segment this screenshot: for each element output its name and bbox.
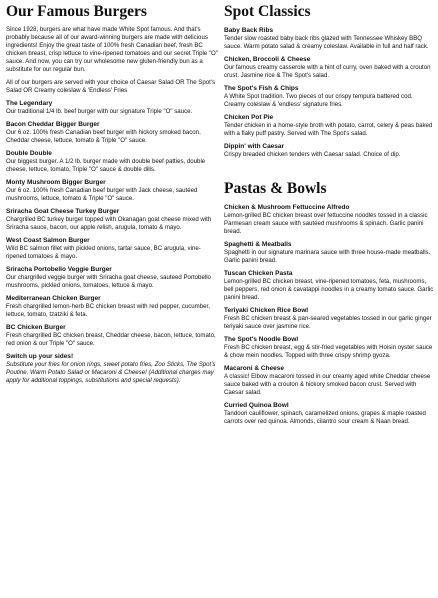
- menu-item-double-double: [6, 149, 218, 174]
- item-name: Chicken, Broccoli & Cheese: [224, 55, 311, 63]
- item-name: Mediterranean Chicken Burger: [6, 294, 101, 302]
- item-description: Our traditional 1/4 lb. beef burger with our signature Triple "O" sauce.: [6, 107, 193, 115]
- section-spacer: [224, 163, 434, 177]
- item-name: Sriracha Goat Cheese Turkey Burger: [6, 207, 120, 215]
- menu-item-fettuccine-alfredo: [224, 203, 434, 236]
- item-name: The Spot's Fish & Chips: [224, 84, 299, 92]
- sides-note-description: Substitute your fries for onion rings, sweet potato fries, Zoo Sticks, The Spot's Poutine, Warm Potato Salad or Macaroni & Cheese! (Additional charges may apply for additional toppings, substitutions and special requests).: [6, 360, 216, 384]
- item-description: Our biggest burger. A 1/2 lb. burger made with double beef patties, double cheese, lettuce, tomato, Triple "O" sauce & double dills.: [6, 157, 206, 173]
- sides-note-title: Switch up your sides!: [6, 352, 74, 360]
- item-description: Our chargrilled veggie burger with Sriracha goat cheese, sauteed Portobello mushrooms, pickled onions, tomatoes, lettuce & mayo.: [6, 273, 211, 289]
- item-name: Monty Mushroom Bigger Burger: [6, 178, 106, 186]
- item-name: Chicken & Mushroom Fettuccine Alfredo: [224, 203, 350, 211]
- item-name: Chicken Pot Pie: [224, 113, 274, 121]
- menu-item-portobello-veggie: [6, 265, 218, 290]
- item-description: Lemon-grilled BC chicken breast, vine-ripened tomatoes, feta, mushrooms, bell peppers, red onion & cavatappi noodles in a creamy tomato sauce. Garlic panini bread.: [224, 277, 434, 302]
- item-name: Spaghetti & Meatballs: [224, 240, 292, 248]
- item-description: Our 6 oz. 100% fresh Canadian beef burger with Jack cheese, sautéed mushrooms, lettuce, tomato & Triple "O" sauce.: [6, 186, 198, 202]
- menu-item-quinoa-bowl: [224, 401, 434, 426]
- item-description: Tender slow roasted baby back ribs glazed with Tennessee Whiskey BBQ sauce. Warm potato salad & creamy coleslaw. Available in full and half rack.: [224, 35, 429, 51]
- item-description: Tender chicken in a home-style broth with potato, carrot, celery & peas baked with a flaky puff pastry. Served with The Spot's salad.: [224, 121, 433, 138]
- item-description: Spaghetti in our signature marinara sauce with three house-made meatballs. Garlic panini bread.: [224, 248, 431, 264]
- menu-item-spaghetti-meatballs: [224, 240, 434, 265]
- item-description: Chargrilled BC turkey burger topped with Okanagan goat cheese mixed with Sriracha sauce, bacon, our apple relish, arugula, tomato & mayo.: [6, 215, 212, 231]
- item-name: Sriracha Portobello Veggie Burger: [6, 265, 112, 273]
- item-description: Fresh BC chicken breast & pan-seared vegetables tossed in our garlic ginger teriyaki sauce over jasmine rice.: [224, 314, 432, 331]
- menu-item-sriracha-turkey: [6, 207, 218, 232]
- item-name: Bacon Cheddar Bigger Burger: [6, 120, 100, 128]
- item-name: Baby Back Ribs: [224, 27, 274, 34]
- item-name: Curried Quinoa Bowl: [224, 402, 289, 410]
- menu-item-baby-back-ribs: [224, 26, 434, 51]
- item-name: The Spot's Noodle Bowl: [224, 335, 299, 343]
- menu-item-noodle-bowl: [224, 335, 434, 360]
- item-name: BC Chicken Burger: [6, 323, 66, 331]
- menu-item-bacon-cheddar: [6, 120, 218, 145]
- menu-item-legendary: [6, 99, 218, 116]
- item-name: Double Double: [6, 149, 52, 157]
- item-description: Wild BC salmon fillet with pickled onions, tartar sauce, BC arugula, vine-ripened tomatoes & mayo.: [6, 244, 201, 260]
- menu-item-mediterranean-chicken: [6, 294, 218, 319]
- item-description: Fresh chargrilled lemon-herb BC chicken breast with red pepper, cucumber, lettuce, tomato, tzatziki & feta.: [6, 302, 210, 318]
- menu-item-monty-mushroom: [6, 178, 218, 203]
- item-description: Our 6 oz. 100% fresh Canadian beef burger with hickory smoked bacon, Cheddar cheese, lettuce, tomato & Triple "O" sauce.: [6, 128, 201, 144]
- menu-item-teriyaki-bowl: [224, 306, 434, 331]
- burgers-intro: Since 1928, burgers are what have made White Spot famous. And that's probably because all of our award-winning burgers are made with delicious ingredients! Enjoy the great taste of 100% fresh Canadian beef, fresh BC chicken breast, crisp lettuce to vine-ripened tomatoes and our secret Triple "O" sauce. And now, you can try our wholesome new gluten-friendly bun as a substitute for our regular bun.: [6, 26, 218, 74]
- item-description: A classic! Elbow macaroni tossed in our creamy aged white Cheddar cheese sauce baked with a crouton & hickory smoked bacon crust. Served with Caesar salad.: [224, 372, 431, 397]
- menu-item-dippin-caesar: [224, 142, 434, 159]
- item-description: A White Spot tradition. Two pieces of our crispy tempura battered cod. Creamy coleslaw & 'endless' signature fries.: [224, 92, 413, 109]
- item-description: Crispy breaded chicken tenders with Caesar salad. Choice of dip.: [224, 150, 401, 158]
- item-name: Teriyaki Chicken Rice Bowl: [224, 306, 309, 314]
- menu-item-chicken-broccoli: [224, 55, 434, 80]
- item-description: Fresh chargrilled BC chicken breast, Cheddar cheese, bacon, lettuce, tomato, red onion & our Triple "O" sauce.: [6, 331, 216, 347]
- menu-item-bc-chicken: [6, 323, 218, 348]
- item-description: Our famous creamy casserole with a hint of curry, oven baked with a crouton crust. Jasmine rice & The Spot's salad.: [224, 63, 431, 80]
- item-description: Lemon-grilled BC chicken breast over fettuccine noodles tossed in a classic Parmesan cream sauce with sautéed mushrooms & spinach. Garlic panini bread.: [224, 211, 428, 236]
- right-column: [224, 0, 434, 430]
- burgers-sides-info: All of our burgers are served with your choice of Caesar Salad OR The Spot's Salad OR Creamy coleslaw & 'Endless' Fries: [6, 78, 216, 94]
- menu-item-fish-chips: [224, 84, 434, 109]
- item-name: Tuscan Chicken Pasta: [224, 269, 293, 277]
- item-description: Fresh BC chicken breast, egg & stir-fried vegetables with Hoisin oyster sauce & chow mein noodles. Topped with three crispy shrimp gyoza.: [224, 343, 433, 360]
- pastas-section-title: Pastas & Bowls: [224, 179, 327, 197]
- sides-note: [6, 352, 218, 385]
- menu-item-tuscan-chicken-pasta: [224, 269, 434, 302]
- item-name: West Coast Salmon Burger: [6, 236, 90, 244]
- item-name: The Legendary: [6, 99, 53, 107]
- burgers-section-title: Our Famous Burgers: [6, 3, 147, 20]
- classics-section-title: Spot Classics: [224, 3, 311, 20]
- menu-item-chicken-pot-pie: [224, 113, 434, 138]
- item-name: Dippin' with Caesar: [224, 142, 285, 150]
- menu-item-salmon-burger: [6, 236, 218, 261]
- item-description: Tandoori cauliflower, spinach, caramelized onions, grapes & maple roasted carrots over red quinoa. Almonds, cilantro sour cream & Naan bread.: [224, 410, 426, 426]
- item-name: Macaroni & Cheese: [224, 364, 284, 372]
- menu-item-mac-cheese: [224, 364, 434, 397]
- burgers-column: [6, 0, 218, 389]
